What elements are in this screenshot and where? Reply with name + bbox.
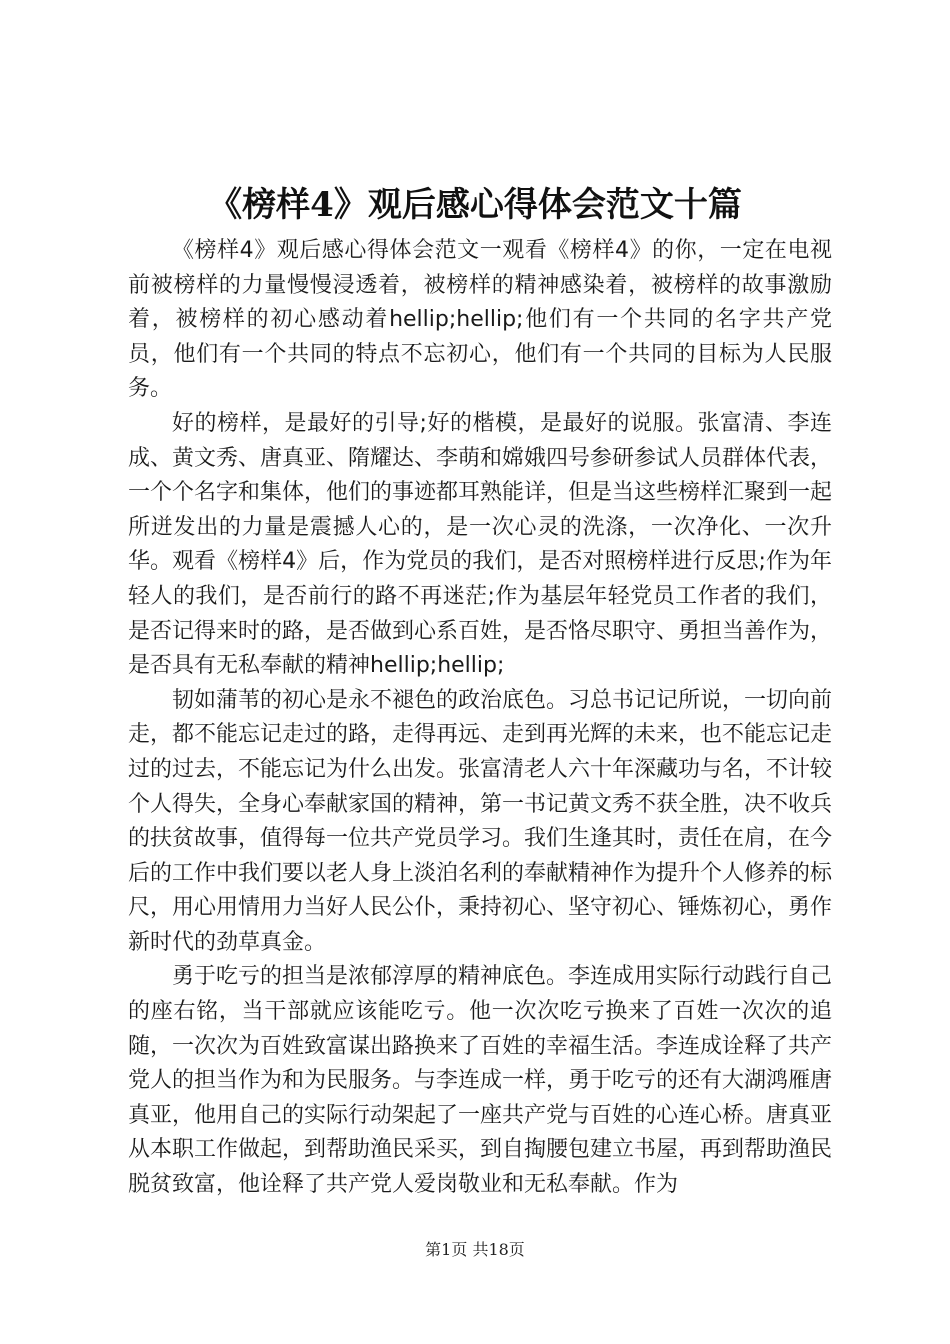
paragraph: 韧如蒲苇的初心是永不褪色的政治底色。习总书记记所说，一切向前走，都不能忘记走过的路，走得再远、走到再光辉的未来，也不能忘记走过的过去，不能忘记为什么出发。张富清老人六十年深藏功与名，不计较个人得失，全身心奉献家国的精神，第一书记黄文秀不获全胜，决不收兵的扶贫故事，值得每一位共产党员学习。我们生逢其时，责任在肩，在今后的工作中我们要以老人身上淡泊名利的奉献精神作为提升个人修养的标尺，用心用情用力当好人民公仆，秉持初心、坚守初心、锤炼初心，勇作新时代的劲草真金。: [128, 687, 833, 955]
document-title: 《榜样4》观后感心得体会范文十篇: [208, 185, 742, 225]
page-footer: 第1页 共18页: [425, 1240, 525, 1259]
document-body: [128, 234, 832, 1203]
paragraph: 好的榜样，是最好的引导;好的楷模，是最好的说服。张富清、李连成、黄文秀、唐真亚、隋耀达、李萌和嫦娥四号参研参试人员群体代表，一个个名字和集体，他们的事迹都耳熟能详，但是当这些榜样汇聚到一起所迸发出的力量是震撼人心的，是一次心灵的洗涤，一次净化、一次升华。观看《榜样4》后，作为党员的我们，是否对照榜样进行反思;作为年轻人的我们，是否前行的路不再迷茫;作为基层年轻党员工作者的我们，是否记得来时的路，是否做到心系百姓，是否恪尽职守、勇担当善作为，是否具有无私奉献的精神hellip;hellip;: [128, 410, 833, 679]
paragraph: 《榜样4》观后感心得体会范文一观看《榜样4》的你，一定在电视前被榜样的力量慢慢浸透着，被榜样的精神感染着，被榜样的故事激励着，被榜样的初心感动着hellip;hellip;他们有一个共同的名字共产党员，他们有一个共同的特点不忘初心，他们有一个共同的目标为人民服务。: [128, 238, 832, 402]
paragraph: 勇于吃亏的担当是浓郁淳厚的精神底色。李连成用实际行动践行自己的座右铭，当干部就应该能吃亏。他一次次吃亏换来了百姓一次次的追随，一次次为百姓致富谋出路换来了百姓的幸福生活。李连成诠释了共产党人的担当作为和为民服务。与李连成一样，勇于吃亏的还有大湖鸿雁唐真亚，他用自己的实际行动架起了一座共产党与百姓的心连心桥。唐真亚从本职工作做起，到帮助渔民采买，到自掏腰包建立书屋，再到帮助渔民脱贫致富，他诠释了共产党人爱岗敬业和无私奉献。作为: [128, 964, 833, 1198]
